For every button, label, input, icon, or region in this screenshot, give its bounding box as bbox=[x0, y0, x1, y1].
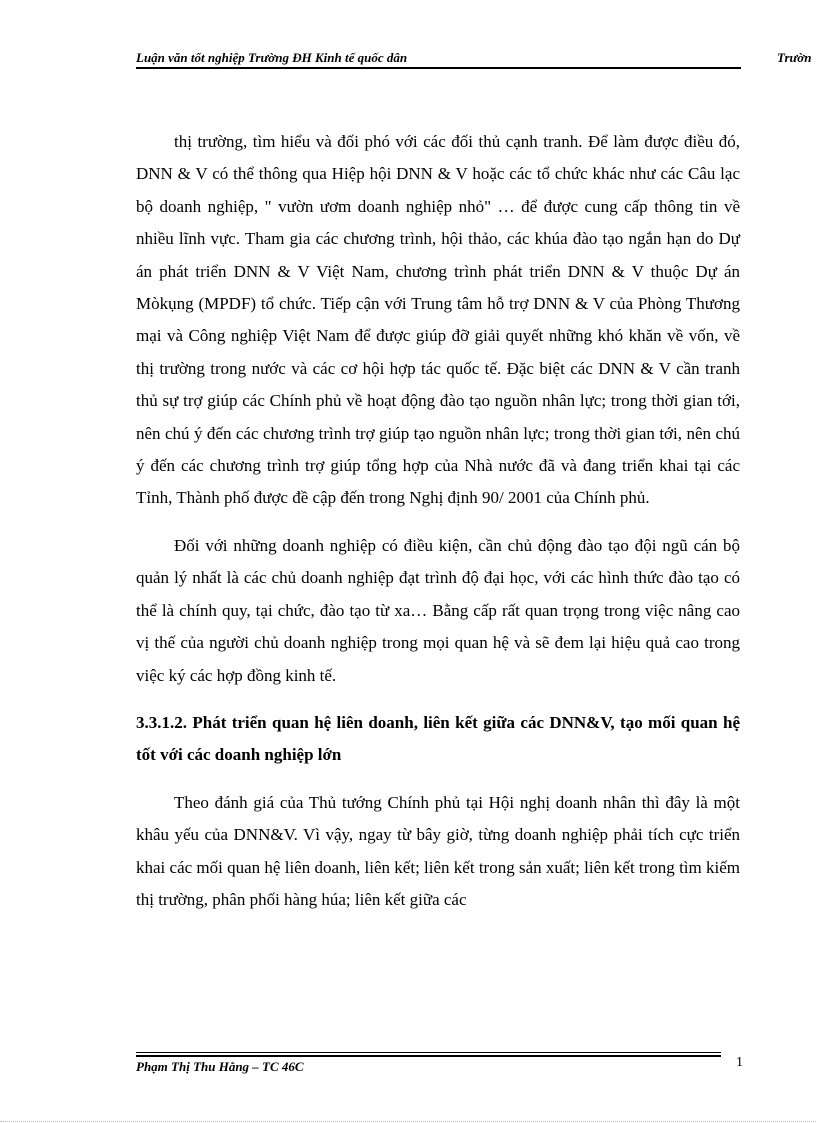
page-bottom-edge bbox=[0, 1121, 816, 1122]
footer-divider-thin bbox=[136, 1052, 721, 1053]
footer-author: Phạm Thị Thu Hằng – TC 46C bbox=[136, 1059, 304, 1074]
body-paragraph-1: thị trường, tìm hiểu và đối phó với các đối thủ cạnh tranh. Để làm được điều đó, DNN & V có thể thông qua Hiệp hội DNN & V hoặc các tổ chức khác như các Câu lạc bộ doanh nghiệp, " vườn ươm doanh nghiệp nhỏ" … để được cung cấp thông tin về nhiều lĩnh vực. Tham gia các chương trình, hội thảo, các khúa đào tạo ngắn hạn do Dự án phát triển DNN & V Việt Nam, chương trình phát triển DNN & V thuộc Dự án Mòkụng (MPDF) tổ chức. Tiếp cận với Trung tâm hỗ trợ DNN & V của Phòng Thương mại và Công nghiệp Việt Nam để được giúp đỡ giải quyết những khó khăn về vốn, về thị trường trong nước và các cơ hội hợp tác quốc tế. Đặc biệt các DNN & V cần tranh thủ sự trợ giúp các Chính phủ về hoạt động đào tạo nguồn nhân lực; trong thời gian tới, nên chú ý đến các chương trình trợ giúp tạo nguồn nhân lực; trong thời gian tới, nên chú ý đến các chương trình trợ giúp tổng hợp của Nhà nước đã và đang triển khai tại các Tỉnh, Thành phố được đề cập đến trong Nghị định 90/ 2001 của Chính phủ. bbox=[136, 132, 740, 508]
document-body bbox=[136, 126, 740, 916]
body-paragraph-3: Theo đánh giá của Thủ tướng Chính phủ tại Hội nghị doanh nhân thì đây là một khâu yếu của DNN&V. Vì vậy, ngay từ bây giờ, từng doanh nghiệp phải tích cực triển khai các mối quan hệ liên doanh, liên kết; liên kết trong sản xuất; liên kết trong tìm kiếm thị trường, phân phối hàng húa; liên kết giữa các bbox=[136, 792, 740, 909]
header-title-overflow: Trườn bbox=[777, 50, 812, 65]
page-header bbox=[136, 48, 816, 68]
section-heading: 3.3.1.2. Phát triển quan hệ liên doanh, liên kết giữa các DNN&V, tạo mối quan hệ tốt với các doanh nghiệp lớn bbox=[136, 712, 740, 765]
footer-divider-thick bbox=[136, 1055, 721, 1057]
body-paragraph-2: Đối với những doanh nghiệp có điều kiện, cần chủ động đào tạo đội ngũ cán bộ quản lý nhất là các chủ doanh nghiệp đạt trình độ đại học, với các hình thức đào tạo có thể là chính quy, tại chức, đào tạo từ xa… Bằng cấp rất quan trọng trong việc nâng cao vị thế của người chủ doanh nghiệp trong mọi quan hệ và sẽ đem lại hiệu quả cao trong việc ký các hợp đồng kinh tế. bbox=[136, 535, 740, 685]
header-title: Luận văn tốt nghiệp Trường ĐH Kinh tế quốc dân bbox=[136, 50, 408, 65]
page-number: 1 bbox=[736, 1055, 743, 1070]
header-divider bbox=[136, 67, 741, 69]
